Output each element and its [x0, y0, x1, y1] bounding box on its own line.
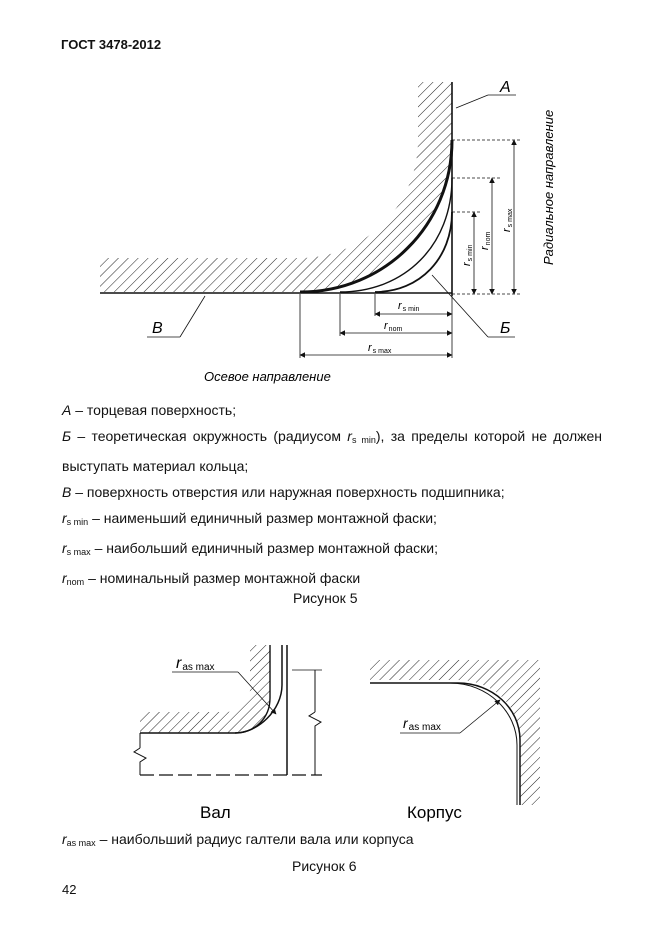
housing-label: Корпус — [407, 803, 462, 822]
legend-item-rsmin: $r_{s min}$ – наименьший единичный размер монтажной фаски; — [62, 510, 437, 527]
legend-item-rsmax: $r_{s max}$ – наибольший единичный размер монтажной фаски; — [62, 540, 438, 557]
dim-label-rsmax-v: rs max — [501, 208, 514, 232]
dim-label-rnom-v: rnom — [479, 231, 492, 250]
figure-5-caption: Рисунок 5 — [293, 590, 358, 606]
shaft-label: Вал — [200, 803, 231, 822]
dim-label-rsmax-h: rs max — [368, 342, 392, 355]
figure-6-caption: Рисунок 6 — [292, 858, 357, 874]
axial-direction-label: Осевое направление — [204, 369, 331, 384]
shaft-radius-label: ras max — [176, 655, 215, 673]
figure-6-legend — [62, 826, 602, 856]
label-v: В — [152, 320, 163, 337]
legend-item-b: Б – теоретическая окружность (радиусом $r_{s min}$), за пределы которой не должен выступать материал кольца; — [62, 428, 603, 474]
dim-label-rnom-h: rnom — [384, 320, 403, 333]
dim-label-rsmin-h: rs min — [398, 300, 420, 313]
shaft-drawing — [134, 645, 322, 822]
radial-direction-label: Радиальное направление — [541, 109, 556, 265]
legend-item-v: В – поверхность отверстия или наружная поверхность подшипника; — [62, 484, 505, 500]
label-a: А — [500, 79, 511, 96]
dim-label-rsmin-v: rs min — [461, 244, 474, 266]
legend-item-rnom: $r_{nom}$ – номинальный размер монтажной фаски — [62, 570, 361, 587]
housing-drawing — [370, 660, 540, 822]
document-header: ГОСТ 3478-2012 — [61, 37, 162, 52]
page-number: 42 — [62, 882, 77, 897]
housing-radius-label: ras max — [403, 715, 441, 733]
label-b: Б — [500, 320, 511, 337]
legend-item-a: А – торцевая поверхность; — [62, 402, 237, 418]
legend-item-rasmax: $r_{as max}$ – наибольший радиус галтели вала или корпуса — [62, 831, 414, 848]
